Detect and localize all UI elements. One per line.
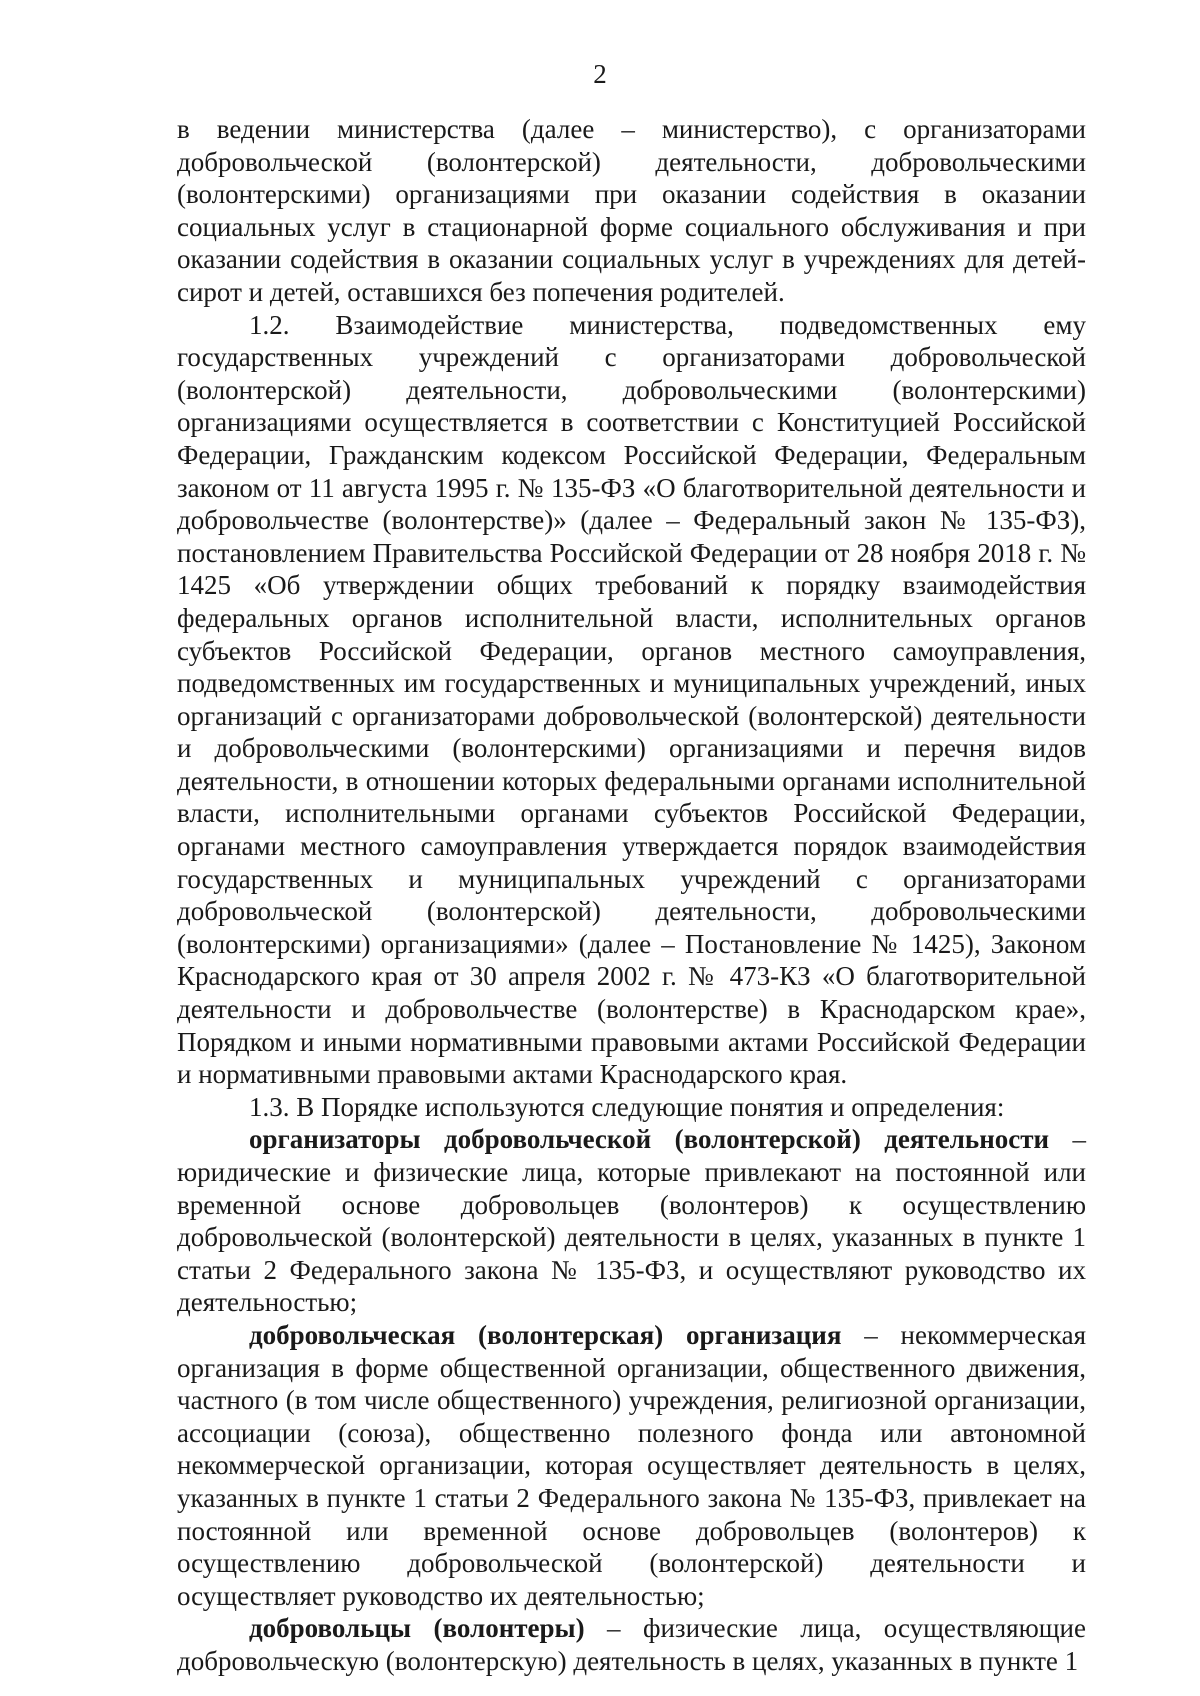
paragraph-intro-continuation: в ведении министерства (далее – министерство), с организаторами добровольческой (волонтерской) деятельности, добровольческими (волонтерскими) организациями при оказании содействия в оказании социальных услуг в стационарной форме социального обслуживания и при оказании содействия в оказании социальных услуг в учреждениях для детей-сирот и детей, оставшихся без попечения родителей. (177, 114, 1086, 307)
definition-volunteers (177, 1612, 1086, 1677)
definition-text: – юридические и физические лица, которые привлекают на постоянной или временной основе добровольцев (волонтеров) к осуществлению добровольческой (волонтерской) деятельности в целях, указанных в пункте 1 статьи 2 Федерального закона № 135-ФЗ, и осуществляют руководство их деятельностью; (177, 1124, 1086, 1318)
document-body (177, 113, 1086, 1678)
definition-text: – некоммерческая организация в форме общественной организации, общественного движения, частного (в том числе общественного) учреждения, религиозной организации, ассоциации (союза), общественно полезного фонда или автономной некоммерческой организации, которая осуществляет деятельность в целях, указанных в пункте 1 статьи 2 Федерального закона № 135-ФЗ, привлекает на постоянной или временной основе добровольцев (волонтеров) к осуществлению добровольческой (волонтерской) деятельности и осуществляет руководство их деятельностью; (177, 1319, 1086, 1611)
definition-term: добровольческая (волонтерская) организация (249, 1319, 842, 1350)
definition-term: добровольцы (волонтеры) (249, 1613, 585, 1644)
paragraph-1-2: 1.2. Взаимодействие министерства, подведомственных ему государственных учреждений с организаторами добровольческой (волонтерской) деятельности, добровольческими (волонтерскими) организациями осуществляется в соответствии с Конституцией Российской Федерации, Гражданским кодексом Российской Федерации, Федеральным законом от 11 августа 1995 г. № 135-ФЗ «О благотворительной деятельности и добровольчестве (волонтерстве)» (далее – Федеральный закон № 135-ФЗ), постановлением Правительства Российской Федерации от 28 ноября 2018 г. № 1425 «Об утверждении общих требований к порядку взаимодействия федеральных органов исполнительной власти, исполнительных органов субъектов Российской Федерации, органов местного самоуправления, подведомственных им государственных и муниципальных учреждений, иных организаций с организаторами добровольческой (волонтерской) деятельности и добровольческими (волонтерскими) организациями и перечня видов деятельности, в отношении которых федеральными органами исполнительной власти, исполнительными органами субъектов Российской Федерации, органами местного самоуправления утверждается порядок взаимодействия государственных и муниципальных учреждений с организаторами добровольческой (волонтерской) деятельности, добровольческими (волонтерскими) организациями» (далее – Постановление № 1425), Законом Краснодарского края от 30 апреля 2002 г. № 473-КЗ «О благотворительной деятельности и добровольчестве (волонтерстве) в Краснодарском крае», Порядком и иными нормативными правовыми актами Российской Федерации и нормативными правовыми актами Краснодарского края. (177, 309, 1086, 1090)
definition-term: организаторы добровольческой (волонтерской) деятельности (249, 1124, 1050, 1155)
definition-volunteer-organization (177, 1319, 1086, 1612)
definition-text: – физические лица, осуществляющие добровольческую (волонтерскую) деятельность в целях, указанных в пункте 1 (177, 1613, 1086, 1676)
paragraph-1-3: 1.3. В Порядке используются следующие понятия и определения: (249, 1091, 1005, 1122)
definition-organizers (177, 1123, 1086, 1319)
page-number: 2 (593, 59, 607, 89)
